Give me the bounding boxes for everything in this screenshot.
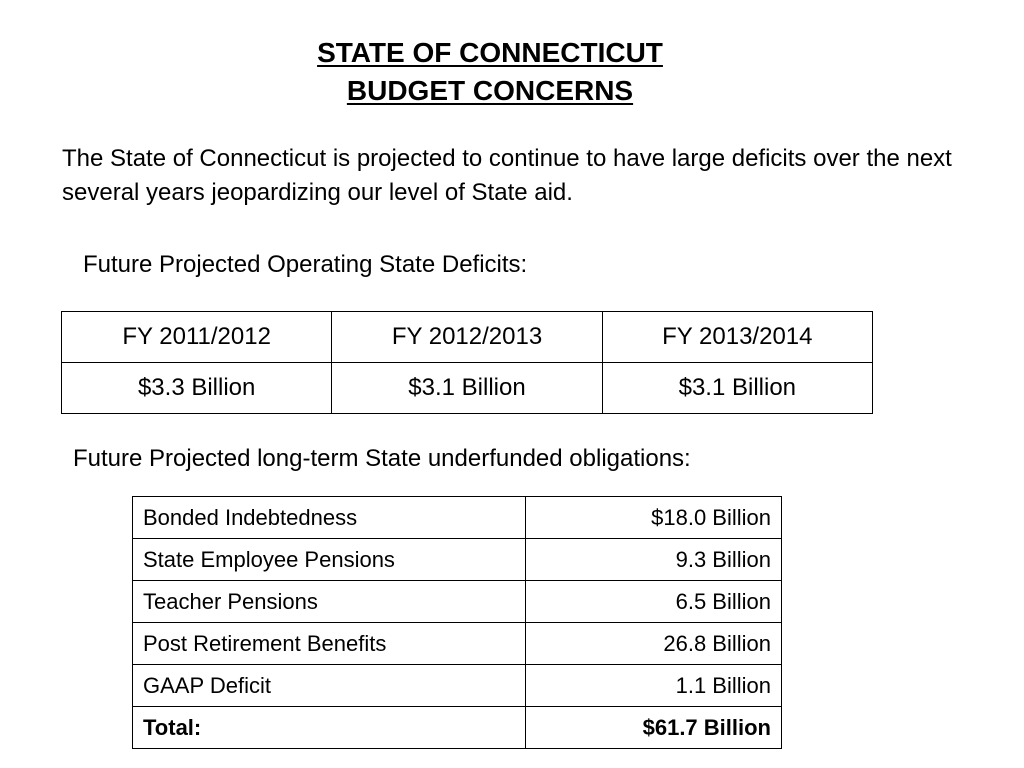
table-row bbox=[133, 623, 782, 665]
title-line-1: STATE OF CONNECTICUT bbox=[317, 37, 663, 68]
obligation-label: Post Retirement Benefits bbox=[133, 623, 526, 665]
deficits-header-cell: FY 2011/2012 bbox=[62, 312, 332, 363]
table-row bbox=[133, 497, 782, 539]
obligation-value: 9.3 Billion bbox=[526, 539, 782, 581]
table-row bbox=[133, 581, 782, 623]
total-row bbox=[133, 707, 782, 749]
deficits-table bbox=[61, 311, 873, 414]
table-row bbox=[133, 665, 782, 707]
table-row bbox=[133, 539, 782, 581]
deficits-value-cell: $3.3 Billion bbox=[62, 363, 332, 414]
obligation-value: $18.0 Billion bbox=[526, 497, 782, 539]
deficits-header-row bbox=[62, 312, 873, 363]
deficits-value-cell: $3.1 Billion bbox=[332, 363, 602, 414]
deficits-value-row bbox=[62, 363, 873, 414]
deficits-header-cell: FY 2013/2014 bbox=[602, 312, 872, 363]
obligation-value: 26.8 Billion bbox=[526, 623, 782, 665]
obligations-table bbox=[132, 496, 782, 749]
deficits-value-cell: $3.1 Billion bbox=[602, 363, 872, 414]
obligations-heading: Future Projected long-term State underfunded obligations: bbox=[73, 445, 691, 472]
page-title bbox=[0, 34, 980, 110]
deficits-header-cell: FY 2012/2013 bbox=[332, 312, 602, 363]
intro-paragraph: The State of Connecticut is projected to continue to have large deficits over the next several years jeopardizing our level of State aid. bbox=[62, 145, 952, 206]
obligation-label: Teacher Pensions bbox=[133, 581, 526, 623]
obligation-label: Bonded Indebtedness bbox=[133, 497, 526, 539]
obligation-value: 1.1 Billion bbox=[526, 665, 782, 707]
deficits-heading: Future Projected Operating State Deficits: bbox=[83, 251, 528, 278]
total-label: Total: bbox=[133, 707, 526, 749]
obligation-label: State Employee Pensions bbox=[133, 539, 526, 581]
total-value: $61.7 Billion bbox=[526, 707, 782, 749]
obligation-label: GAAP Deficit bbox=[133, 665, 526, 707]
title-line-2: BUDGET CONCERNS bbox=[346, 75, 634, 106]
obligation-value: 6.5 Billion bbox=[526, 581, 782, 623]
